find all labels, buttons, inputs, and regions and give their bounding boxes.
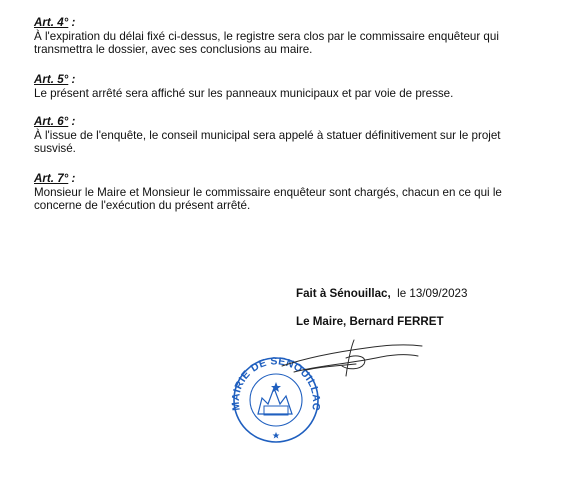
article-4-number: Art. 4° (34, 16, 69, 29)
article-6-line-2: susvisé. (34, 142, 76, 156)
article-7-line-2: concerne de l'exécution du présent arrêté. (34, 199, 251, 213)
stamp-emblem-icon (258, 382, 292, 439)
article-7-title (34, 172, 560, 186)
article-5 (34, 73, 560, 100)
place-and-date (296, 287, 467, 301)
article-6-title (34, 115, 560, 129)
article-4-colon: : (68, 16, 76, 29)
article-6-line-1: À l'issue de l'enquête, le conseil municipal sera appelé à statuer définitivement sur le projet (34, 128, 501, 142)
article-6-number: Art. 6° (34, 115, 69, 128)
stamp-text: MAIRIE DE SENOUILLAC (229, 355, 323, 412)
article-7 (34, 172, 560, 213)
article-4 (34, 16, 560, 57)
article-4-title (34, 16, 560, 30)
article-4-line-1: À l'expiration du délai fixé ci-dessus, le registre sera clos par le commissaire enquêteur qui (34, 29, 499, 43)
article-4-line-2: transmettra le dossier, avec ses conclusions au maire. (34, 43, 313, 57)
article-7-line-1: Monsieur le Maire et Monsieur le commissaire enquêteur sont chargés, chacun en ce qui le (34, 185, 502, 199)
article-5-title (34, 73, 560, 87)
date-text: le 13/09/2023 (390, 287, 468, 300)
handwritten-signature (276, 336, 424, 382)
place-prefix: Fait à Sénouillac, (296, 287, 391, 300)
article-6-colon: : (68, 115, 76, 128)
article-7-number: Art. 7° (34, 172, 69, 185)
article-7-colon: : (68, 172, 76, 185)
article-6 (34, 115, 560, 156)
signatory-name: Le Maire, Bernard FERRET (296, 315, 444, 328)
article-5-line-1: Le présent arrêté sera affiché sur les panneaux municipaux et par voie de presse. (34, 86, 454, 100)
article-5-number: Art. 5° (34, 73, 69, 86)
article-5-colon: : (68, 73, 76, 86)
